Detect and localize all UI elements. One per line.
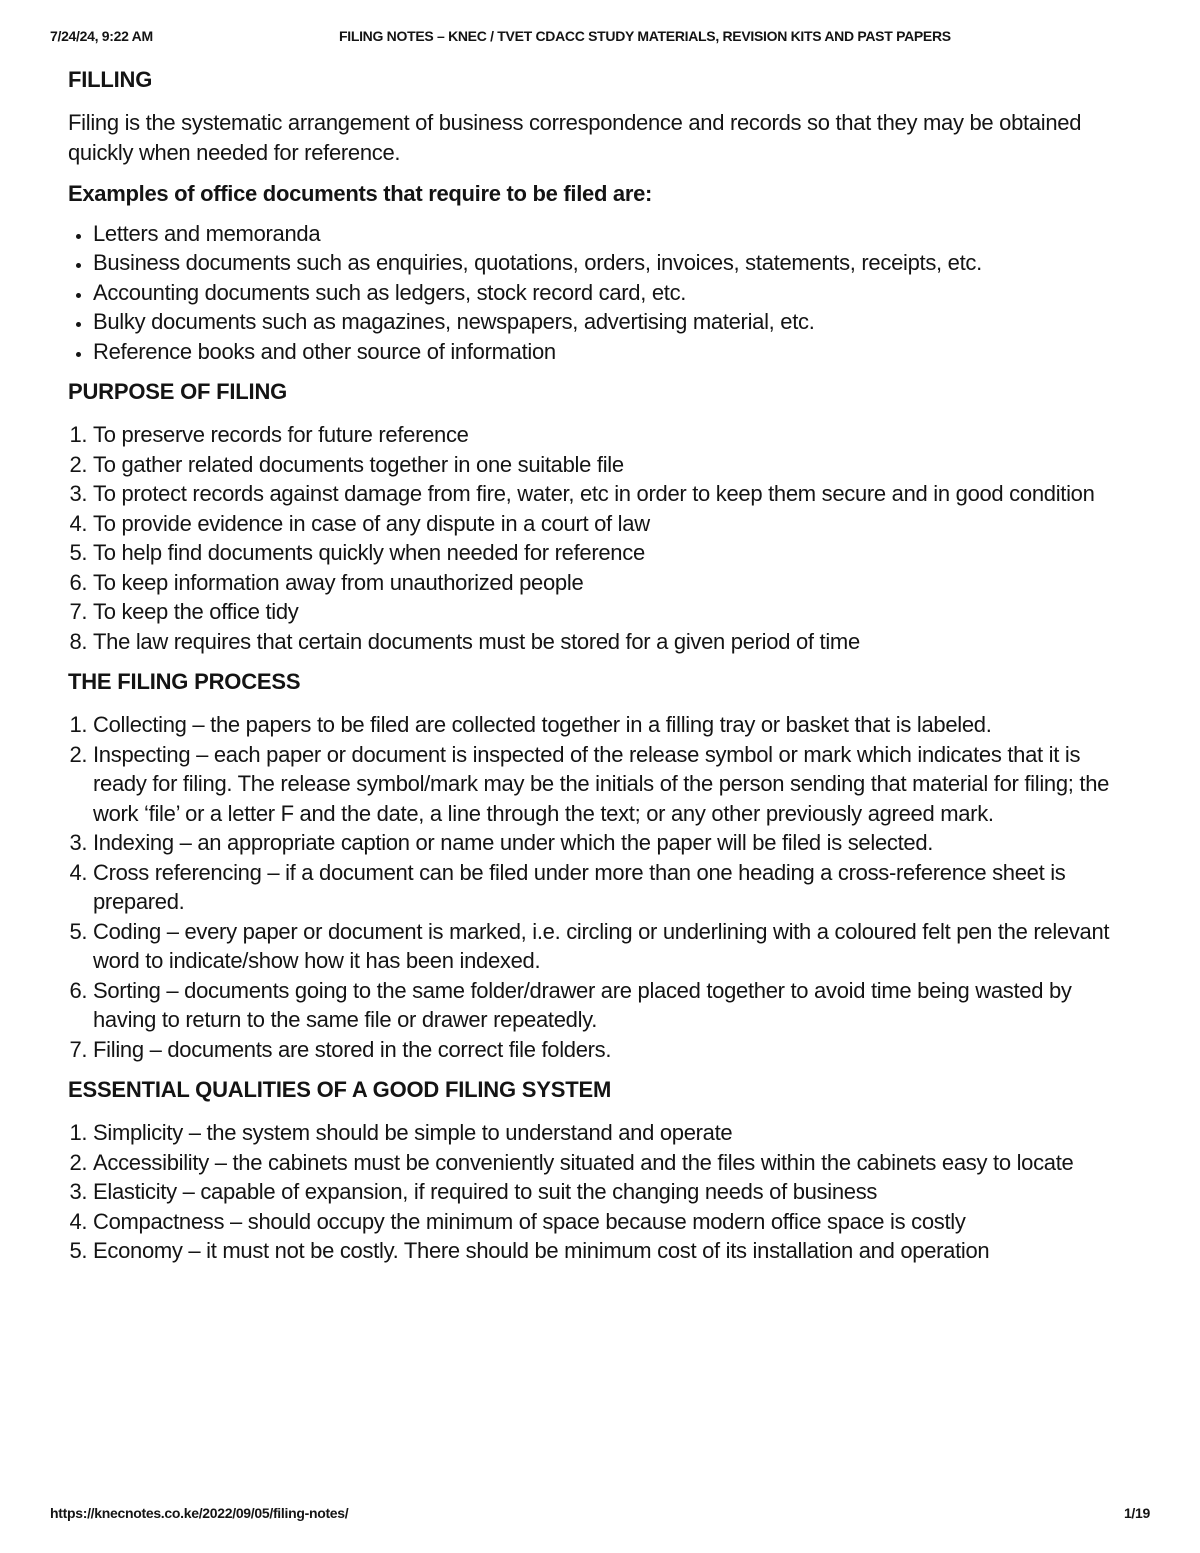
list-item: • Accounting documents such as ledgers, stock record card, etc.	[93, 278, 1130, 308]
list-item: 3. To protect records against damage from fire, water, etc in order to keep them secure and in good condition	[93, 479, 1130, 509]
document-body	[68, 64, 1130, 1276]
filing-definition: Filing is the systematic arrangement of business correspondence and records so that they may be obtained quickly when needed for reference.	[68, 110, 1082, 165]
list-item: 1. Collecting – the papers to be filed are collected together in a filling tray or basket that is labeled.	[93, 710, 1130, 740]
page-number: 1/19	[1123, 1505, 1150, 1521]
print-document-title: FILING NOTES – KNEC / TVET CDACC STUDY MATERIALS, REVISION KITS AND PAST PAPERS	[339, 28, 951, 44]
qualities-list	[68, 1118, 1130, 1266]
list-item: • Bulky documents such as magazines, newspapers, advertising material, etc.	[93, 307, 1130, 337]
list-item: 3. Indexing – an appropriate caption or name under which the paper will be filed is selected.	[93, 828, 1130, 858]
list-item: 6. To keep information away from unauthorized people	[93, 568, 1130, 598]
list-item: 8. The law requires that certain documents must be stored for a given period of time	[93, 627, 1130, 657]
list-item: 2. Accessibility – the cabinets must be conveniently situated and the files within the cabinets easy to locate	[93, 1148, 1130, 1178]
list-item: • Letters and memoranda	[93, 219, 1130, 249]
page-url: https://knecnotes.co.ke/2022/09/05/filing-notes/	[50, 1505, 349, 1521]
list-item: 6. Sorting – documents going to the same folder/drawer are placed together to avoid time being wasted by having to return to the same file or drawer repeatedly.	[93, 976, 1130, 1035]
list-item: 2. To gather related documents together in one suitable file	[93, 450, 1130, 480]
list-item: 7. Filing – documents are stored in the correct file folders.	[93, 1035, 1130, 1065]
list-item: 5. Economy – it must not be costly. There should be minimum cost of its installation and operation	[93, 1236, 1130, 1266]
print-date: 7/24/24, 9:22 AM	[50, 28, 153, 44]
examples-lead: Examples of office documents that require to be filed are:	[68, 181, 653, 206]
list-item: 5. To help find documents quickly when needed for reference	[93, 538, 1130, 568]
print-header	[50, 28, 1150, 48]
print-footer	[50, 1505, 1150, 1525]
section-heading-filling: FILLING	[68, 67, 153, 92]
section-heading-process: THE FILING PROCESS	[68, 669, 301, 694]
list-item: 4. Compactness – should occupy the minimum of space because modern office space is costly	[93, 1207, 1130, 1237]
purpose-list	[68, 420, 1130, 656]
section-heading-purpose: PURPOSE OF FILING	[68, 379, 288, 404]
list-item: 4. To provide evidence in case of any dispute in a court of law	[93, 509, 1130, 539]
list-item: 4. Cross referencing – if a document can be filed under more than one heading a cross-reference sheet is prepared.	[93, 858, 1130, 917]
list-item: • Reference books and other source of information	[93, 337, 1130, 367]
examples-list	[68, 219, 1130, 367]
section-heading-qualities: ESSENTIAL QUALITIES OF A GOOD FILING SYSTEM	[68, 1077, 612, 1102]
list-item: 3. Elasticity – capable of expansion, if required to suit the changing needs of business	[93, 1177, 1130, 1207]
list-item: 2. Inspecting – each paper or document is inspected of the release symbol or mark which indicates that it is ready for filing. The release symbol/mark may be the initials of the person sending that material for filing; the work ‘file’ or a letter F and the date, a line through the text; or any other previously agreed mark.	[93, 740, 1130, 829]
list-item: 5. Coding – every paper or document is marked, i.e. circling or underlining with a coloured felt pen the relevant word to indicate/show how it has been indexed.	[93, 917, 1130, 976]
list-item: 1. To preserve records for future reference	[93, 420, 1130, 450]
list-item: 1. Simplicity – the system should be simple to understand and operate	[93, 1118, 1130, 1148]
list-item: • Business documents such as enquiries, quotations, orders, invoices, statements, receipts, etc.	[93, 248, 1130, 278]
list-item: 7. To keep the office tidy	[93, 597, 1130, 627]
process-list	[68, 710, 1130, 1064]
